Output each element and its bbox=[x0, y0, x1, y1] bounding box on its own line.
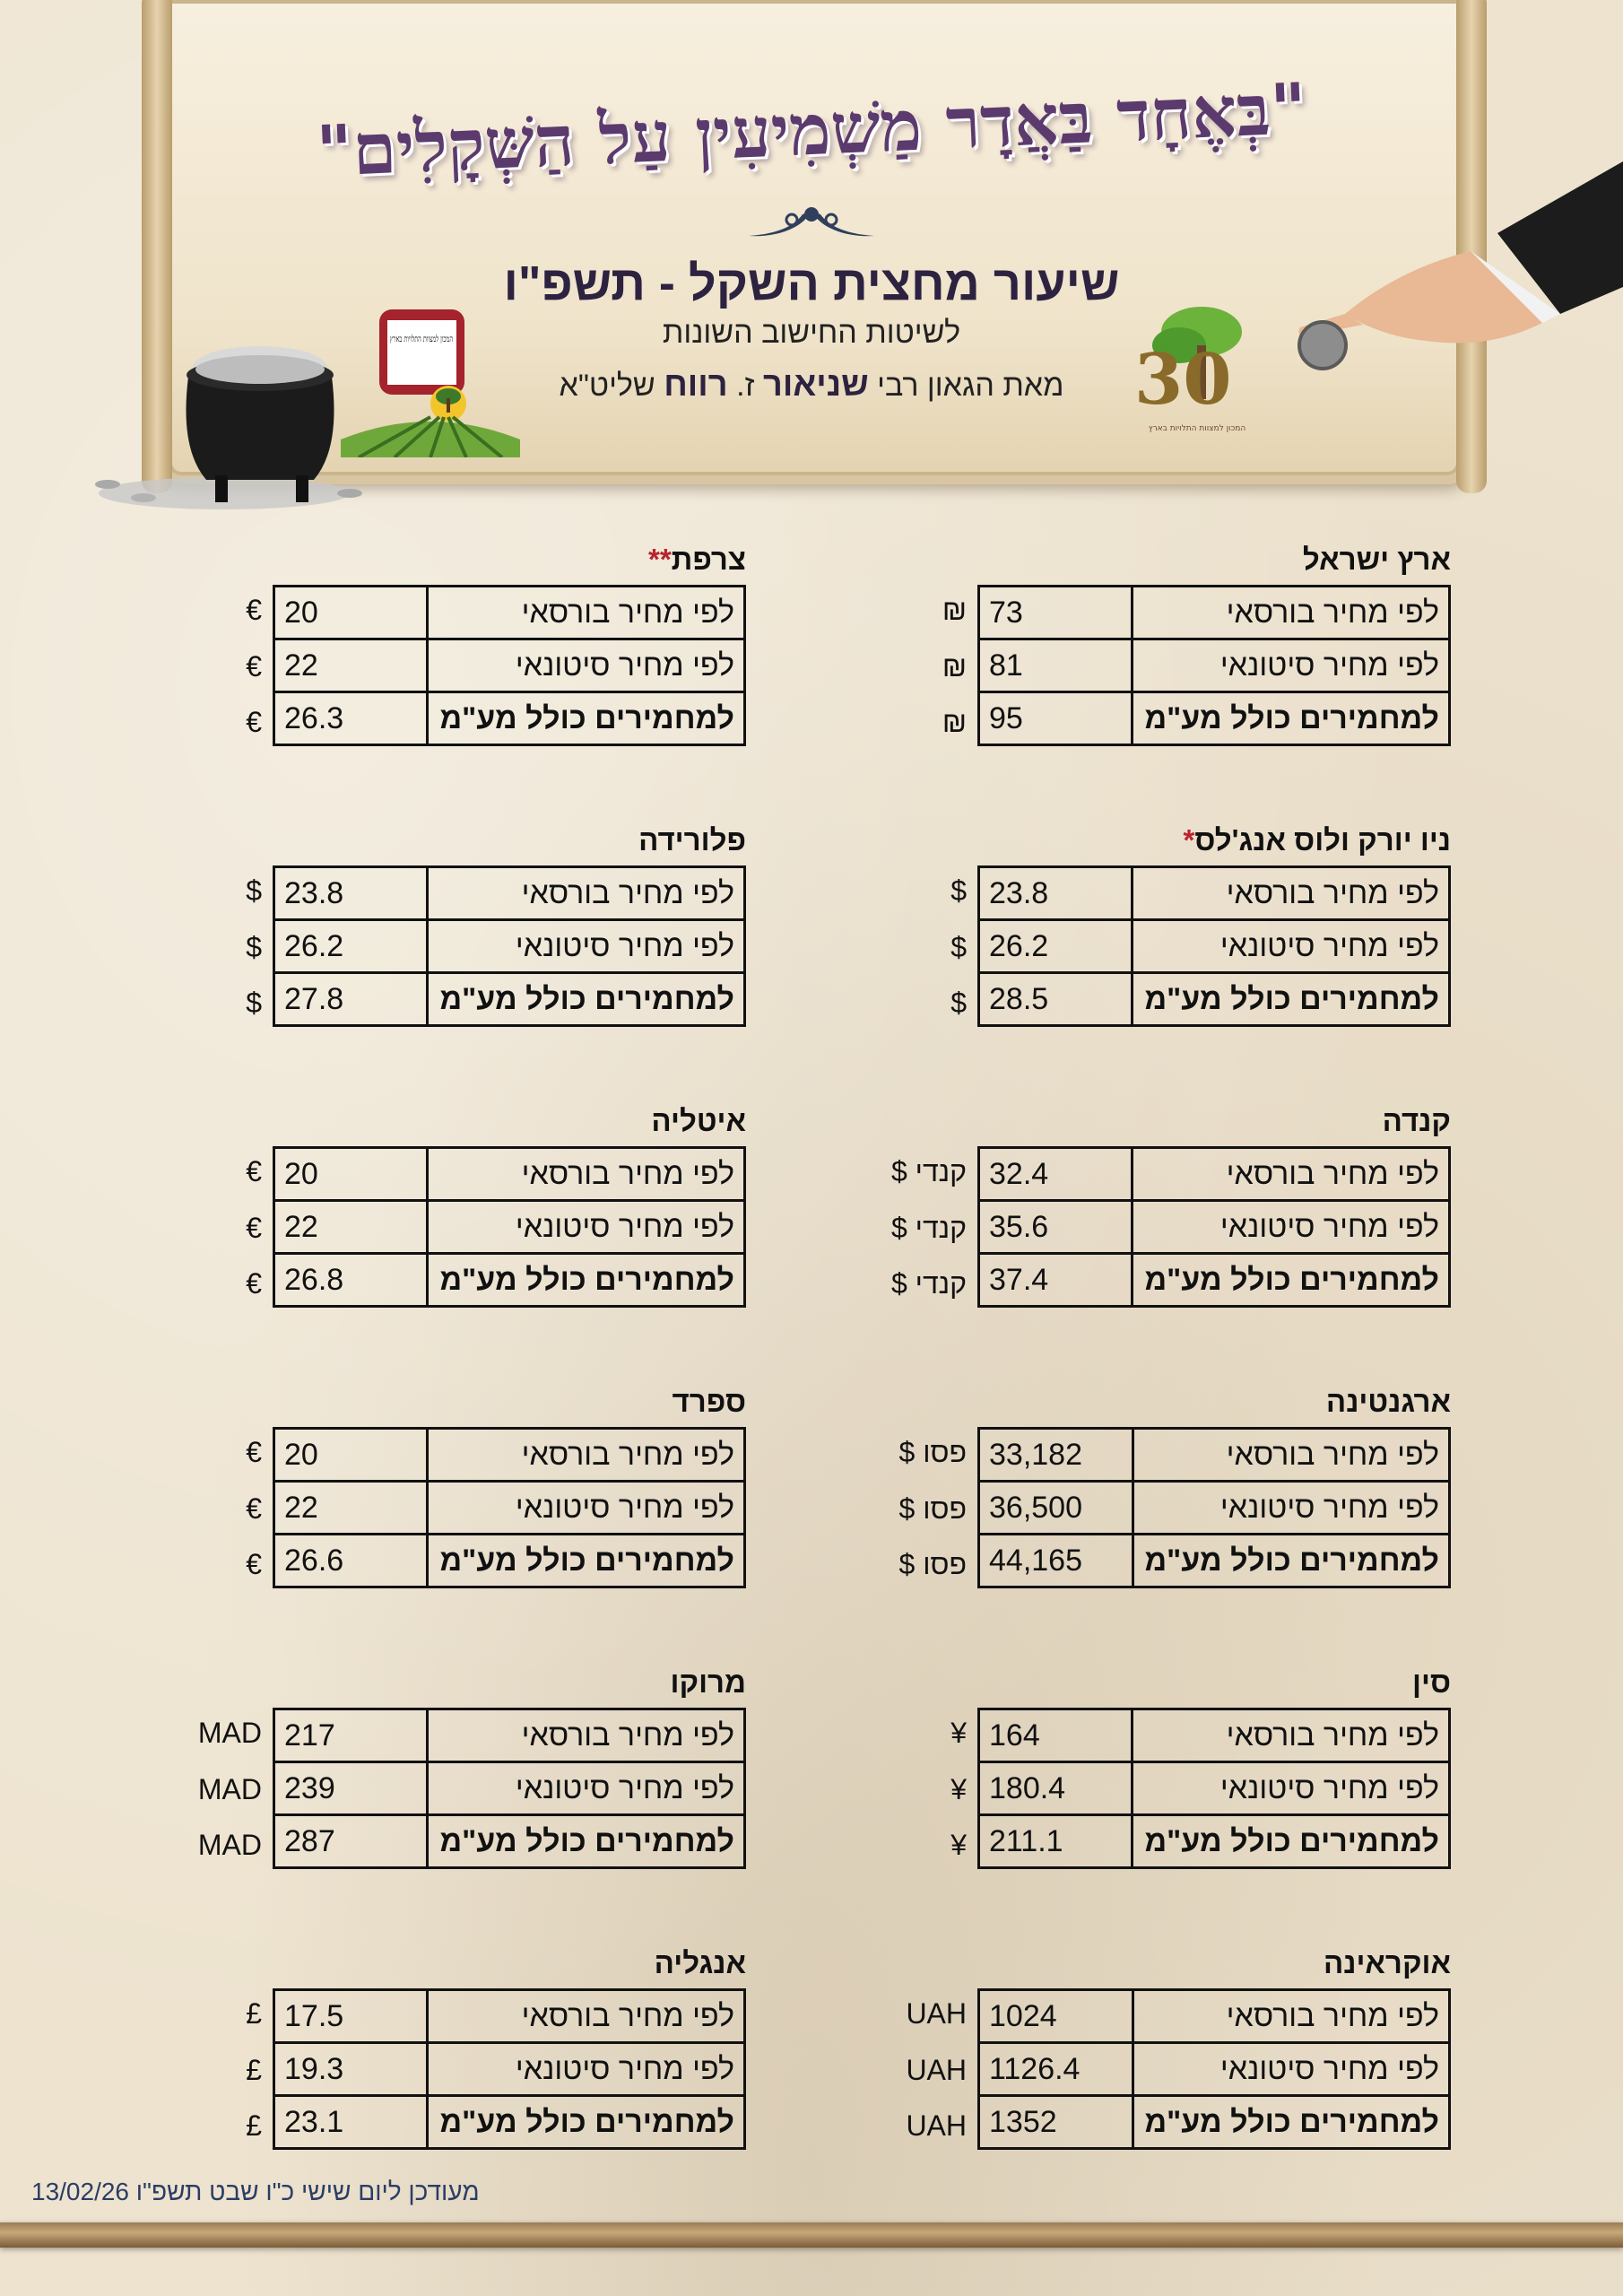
price-value: 1126.4 bbox=[979, 2043, 1133, 2096]
table-row bbox=[274, 1535, 745, 1587]
currency-symbol: € bbox=[246, 649, 262, 683]
price-table bbox=[273, 1146, 746, 1308]
price-method-label: לפי מחיר סיטונאי bbox=[1133, 1482, 1449, 1535]
price-table bbox=[273, 1988, 746, 2150]
price-value: 23.1 bbox=[274, 2096, 428, 2149]
price-method-label: למחמירים כולל מע"מ bbox=[1132, 692, 1449, 745]
price-value: 20 bbox=[274, 1429, 428, 1482]
price-value: 164 bbox=[979, 1709, 1133, 1762]
footer-updated-text: מעודכן ליום שישי כ"ו שבט תשפ"ו bbox=[135, 2178, 480, 2205]
table-row bbox=[274, 973, 745, 1026]
price-method-label: לפי מחיר בורסאי bbox=[428, 1148, 745, 1201]
currency-symbol: $ bbox=[246, 874, 262, 907]
table-row bbox=[274, 1429, 745, 1482]
price-method-label: לפי מחיר בורסאי bbox=[428, 1429, 745, 1482]
price-value: 20 bbox=[274, 1148, 428, 1201]
price-section bbox=[976, 1663, 1451, 1869]
price-value: 180.4 bbox=[979, 1762, 1133, 1815]
table-row bbox=[274, 920, 745, 973]
anniversary-caption: המכון למצוות התלויות בארץ bbox=[1148, 424, 1246, 433]
country-name: ארץ ישראל bbox=[1302, 543, 1451, 576]
footnote-star: * bbox=[1183, 823, 1195, 857]
table-row bbox=[979, 1535, 1450, 1587]
price-value: 17.5 bbox=[274, 1990, 428, 2043]
page-title: "בְּאֶחָד בַּאֲדָר מַשְׁמִיעִין עַל הַשְּׁקָלִים" bbox=[314, 67, 1309, 194]
currency-symbol: € bbox=[246, 1492, 262, 1525]
price-section bbox=[271, 1101, 746, 1308]
currency-symbol: £ bbox=[246, 2053, 262, 2086]
currency-symbol: ¥ bbox=[950, 1829, 967, 1861]
price-table bbox=[977, 865, 1451, 1027]
section-title bbox=[976, 821, 1451, 860]
table-row bbox=[979, 973, 1450, 1026]
price-section bbox=[976, 1944, 1451, 2150]
currency-symbol: € bbox=[246, 1436, 262, 1468]
price-value: 81 bbox=[979, 639, 1133, 692]
price-method-label: לפי מחיר בורסאי bbox=[1133, 1429, 1449, 1482]
price-table bbox=[273, 585, 746, 746]
currency-symbol: $ קנדי bbox=[890, 1211, 967, 1244]
table-row bbox=[979, 2096, 1450, 2149]
currency-symbol: MAD bbox=[197, 1829, 262, 1861]
section-title bbox=[976, 540, 1451, 579]
price-value: 287 bbox=[274, 1815, 428, 1868]
table-row bbox=[274, 587, 745, 639]
price-method-label: למחמירים כולל מע"מ bbox=[1133, 973, 1450, 1026]
country-name: ארגנטינה bbox=[1325, 1385, 1451, 1418]
price-table bbox=[977, 585, 1451, 746]
price-value: 239 bbox=[274, 1762, 428, 1815]
price-value: 217 bbox=[274, 1709, 428, 1762]
table-row bbox=[274, 1990, 745, 2043]
price-method-label: לפי מחיר בורסאי bbox=[1133, 1148, 1450, 1201]
price-method-label: למחמירים כולל מע"מ bbox=[428, 1535, 745, 1587]
price-value: 26.2 bbox=[274, 920, 428, 973]
price-value: 19.3 bbox=[274, 2043, 428, 2096]
country-name: צרפת bbox=[671, 543, 746, 576]
price-method-label: לפי מחיר סיטונאי bbox=[428, 2043, 745, 2096]
footer-update-line bbox=[31, 2178, 480, 2206]
table-row bbox=[274, 1482, 745, 1535]
table-row bbox=[274, 692, 745, 745]
section-title bbox=[271, 540, 746, 579]
price-section bbox=[271, 821, 746, 1027]
price-value: 26.6 bbox=[274, 1535, 428, 1587]
section-title bbox=[976, 1382, 1451, 1422]
table-row bbox=[274, 1254, 745, 1307]
price-method-label: לפי מחיר בורסאי bbox=[428, 587, 745, 639]
page-subtitle: שיעור מחצית השקל - תשפ"ו bbox=[503, 257, 1120, 310]
price-method-label: לפי מחיר בורסאי bbox=[1133, 1709, 1450, 1762]
price-value: 22 bbox=[274, 1482, 428, 1535]
price-method-label: לפי מחיר סיטונאי bbox=[428, 1482, 745, 1535]
price-method-label: למחמירים כולל מע"מ bbox=[427, 1815, 744, 1868]
price-method-label: לפי מחיר סיטונאי bbox=[428, 639, 745, 692]
table-row bbox=[979, 1482, 1450, 1535]
price-method-label: לפי מחיר בורסאי bbox=[1133, 867, 1450, 920]
currency-symbol: $ bbox=[950, 874, 967, 907]
currency-symbol: € bbox=[246, 1155, 262, 1187]
country-name: איטליה bbox=[651, 1104, 746, 1137]
currency-symbol: MAD bbox=[197, 1717, 262, 1749]
currency-symbol: UAH bbox=[906, 2053, 967, 2086]
currency-symbol: £ bbox=[246, 1997, 262, 2030]
price-method-label: לפי מחיר סיטונאי bbox=[1133, 2043, 1449, 2096]
author-last-name: רווח bbox=[664, 366, 728, 404]
price-value: 32.4 bbox=[979, 1148, 1133, 1201]
section-title bbox=[976, 1663, 1451, 1702]
currency-symbol: $ קנדי bbox=[890, 1155, 967, 1187]
table-row bbox=[979, 1148, 1450, 1201]
price-value: 1352 bbox=[979, 2096, 1133, 2149]
currency-symbol: ¥ bbox=[950, 1717, 967, 1749]
price-value: 37.4 bbox=[979, 1254, 1133, 1307]
table-row bbox=[979, 1429, 1450, 1482]
price-method-label: לפי מחיר סיטונאי bbox=[428, 1201, 745, 1254]
currency-symbol: $ פסו bbox=[898, 1436, 967, 1468]
price-table bbox=[977, 1988, 1451, 2150]
table-row bbox=[979, 1815, 1450, 1868]
price-method-label: לפי מחיר סיטונאי bbox=[1133, 1201, 1450, 1254]
table-row bbox=[979, 920, 1450, 973]
price-value: 36,500 bbox=[979, 1482, 1133, 1535]
price-table bbox=[977, 1708, 1451, 1869]
country-name: סין bbox=[1412, 1665, 1451, 1699]
price-table bbox=[977, 1146, 1451, 1308]
currency-symbol: € bbox=[246, 1267, 262, 1300]
price-value: 23.8 bbox=[274, 867, 428, 920]
table-row bbox=[979, 867, 1450, 920]
price-table bbox=[273, 1708, 746, 1869]
price-value: 20 bbox=[274, 587, 428, 639]
currency-symbol: ₪ bbox=[942, 594, 967, 626]
currency-symbol: ¥ bbox=[950, 1772, 967, 1805]
section-title bbox=[271, 1663, 746, 1702]
country-name: אוקראינה bbox=[1323, 1946, 1451, 1979]
price-method-label: למחמירים כולל מע"מ bbox=[428, 2096, 745, 2149]
country-name: מרוקו bbox=[670, 1665, 746, 1699]
table-row bbox=[274, 1762, 745, 1815]
price-method-label: לפי מחיר סיטונאי bbox=[1133, 1762, 1450, 1815]
price-method-label: לפי מחיר סיטונאי bbox=[1133, 920, 1450, 973]
currency-symbol: € bbox=[246, 1211, 262, 1244]
anniversary-logo bbox=[1125, 296, 1269, 439]
table-row bbox=[274, 1201, 745, 1254]
country-name: אנגליה bbox=[654, 1946, 746, 1979]
currency-symbol: € bbox=[246, 594, 262, 626]
price-value: 33,182 bbox=[979, 1429, 1133, 1482]
table-row bbox=[274, 1815, 745, 1868]
price-method-label: לפי מחיר בורסאי bbox=[1133, 1990, 1449, 2043]
table-row bbox=[274, 1148, 745, 1201]
price-value: 26.2 bbox=[979, 920, 1133, 973]
author-middle: ז. bbox=[727, 369, 763, 403]
section-title bbox=[271, 1101, 746, 1141]
currency-symbol: £ bbox=[246, 2109, 262, 2142]
country-name: קנדה bbox=[1382, 1104, 1451, 1137]
coin-pot-icon bbox=[90, 314, 377, 520]
table-row bbox=[979, 1709, 1450, 1762]
table-row bbox=[274, 639, 745, 692]
section-title bbox=[271, 1944, 746, 1983]
price-value: 1024 bbox=[979, 1990, 1133, 2043]
country-name: ניו יורק ולוס אנג'לס bbox=[1194, 823, 1451, 857]
table-row bbox=[274, 1709, 745, 1762]
price-method-label: למחמירים כולל מע"מ bbox=[428, 1254, 745, 1307]
price-method-label: למחמירים כולל מע"מ bbox=[1133, 2096, 1449, 2149]
currency-symbol: $ פסו bbox=[898, 1548, 967, 1580]
table-row bbox=[274, 867, 745, 920]
author-first-name: שניאור bbox=[762, 366, 869, 404]
price-method-label: לפי מחיר סיטונאי bbox=[1132, 639, 1449, 692]
footnote-star: ** bbox=[647, 543, 672, 576]
table-row bbox=[979, 692, 1450, 745]
price-value: 28.5 bbox=[979, 973, 1133, 1026]
price-value: 23.8 bbox=[979, 867, 1133, 920]
footer-date: 13/02/26 bbox=[31, 2178, 129, 2205]
price-section bbox=[976, 540, 1451, 746]
price-section bbox=[271, 1944, 746, 2150]
currency-symbol: € bbox=[246, 1548, 262, 1580]
table-row bbox=[274, 2043, 745, 2096]
currency-symbol: $ bbox=[950, 987, 967, 1019]
price-method-label: למחמירים כולל מע"מ bbox=[428, 692, 745, 745]
currency-symbol: $ קנדי bbox=[890, 1267, 967, 1300]
ornament-icon bbox=[740, 202, 883, 247]
currency-symbol: $ bbox=[950, 930, 967, 963]
section-title bbox=[271, 1382, 746, 1422]
currency-symbol: $ bbox=[246, 930, 262, 963]
price-section bbox=[976, 821, 1451, 1027]
price-value: 26.3 bbox=[274, 692, 428, 745]
price-value: 73 bbox=[979, 587, 1133, 639]
price-value: 211.1 bbox=[979, 1815, 1133, 1868]
country-name: פלורידה bbox=[638, 823, 746, 857]
price-section bbox=[976, 1101, 1451, 1308]
author-suffix: שליט"א bbox=[559, 369, 664, 403]
price-table bbox=[273, 1427, 746, 1588]
price-section bbox=[976, 1382, 1451, 1588]
price-method-label: למחמירים כולל מע"מ bbox=[1133, 1535, 1449, 1587]
price-method-label: לפי מחיר סיטונאי bbox=[428, 920, 745, 973]
table-row bbox=[979, 1201, 1450, 1254]
price-value: 22 bbox=[274, 1201, 428, 1254]
country-name: ספרד bbox=[672, 1385, 746, 1418]
price-value: 44,165 bbox=[979, 1535, 1133, 1587]
currency-symbol: UAH bbox=[906, 2109, 967, 2142]
book-logo-text: המכון למצוות התלויות בארץ bbox=[390, 335, 489, 344]
price-value: 95 bbox=[979, 692, 1133, 745]
hand-with-coin-icon bbox=[1291, 135, 1623, 377]
currency-symbol: MAD bbox=[197, 1772, 262, 1805]
table-row bbox=[979, 1254, 1450, 1307]
price-method-label: למחמירים כולל מע"מ bbox=[428, 973, 745, 1026]
price-table bbox=[273, 865, 746, 1027]
currency-symbol: $ פסו bbox=[898, 1492, 967, 1525]
table-row bbox=[979, 587, 1450, 639]
table-row bbox=[274, 2096, 745, 2149]
price-value: 22 bbox=[274, 639, 428, 692]
currency-symbol: ₪ bbox=[942, 706, 967, 738]
section-title bbox=[271, 821, 746, 860]
price-method-label: למחמירים כולל מע"מ bbox=[1133, 1815, 1450, 1868]
price-section bbox=[271, 1663, 746, 1869]
price-method-label: לפי מחיר בורסאי bbox=[428, 867, 745, 920]
currency-symbol: $ bbox=[246, 987, 262, 1019]
currency-symbol: UAH bbox=[906, 1997, 967, 2030]
table-row bbox=[979, 1762, 1450, 1815]
price-method-label: לפי מחיר בורסאי bbox=[1132, 587, 1449, 639]
anniversary-number: 30 bbox=[1134, 339, 1232, 421]
currency-symbol: ₪ bbox=[942, 649, 967, 683]
price-section bbox=[271, 540, 746, 746]
price-value: 27.8 bbox=[274, 973, 428, 1026]
methods-caption: לשיטות החישוב השונות bbox=[662, 316, 961, 350]
bottom-border bbox=[0, 2222, 1623, 2248]
price-method-label: למחמירים כולל מע"מ bbox=[1133, 1254, 1450, 1307]
section-title bbox=[976, 1944, 1451, 1983]
table-row bbox=[979, 2043, 1450, 2096]
table-row bbox=[979, 639, 1450, 692]
price-method-label: לפי מחיר סיטונאי bbox=[427, 1762, 744, 1815]
table-row bbox=[979, 1990, 1450, 2043]
price-method-label: לפי מחיר בורסאי bbox=[428, 1990, 745, 2043]
author-prefix: מאת הגאון רבי bbox=[868, 369, 1064, 403]
price-value: 35.6 bbox=[979, 1201, 1133, 1254]
price-table bbox=[977, 1427, 1451, 1588]
section-title bbox=[976, 1101, 1451, 1141]
currency-symbol: € bbox=[246, 706, 262, 738]
price-value: 26.8 bbox=[274, 1254, 428, 1307]
price-method-label: לפי מחיר בורסאי bbox=[427, 1709, 744, 1762]
price-section bbox=[271, 1382, 746, 1588]
